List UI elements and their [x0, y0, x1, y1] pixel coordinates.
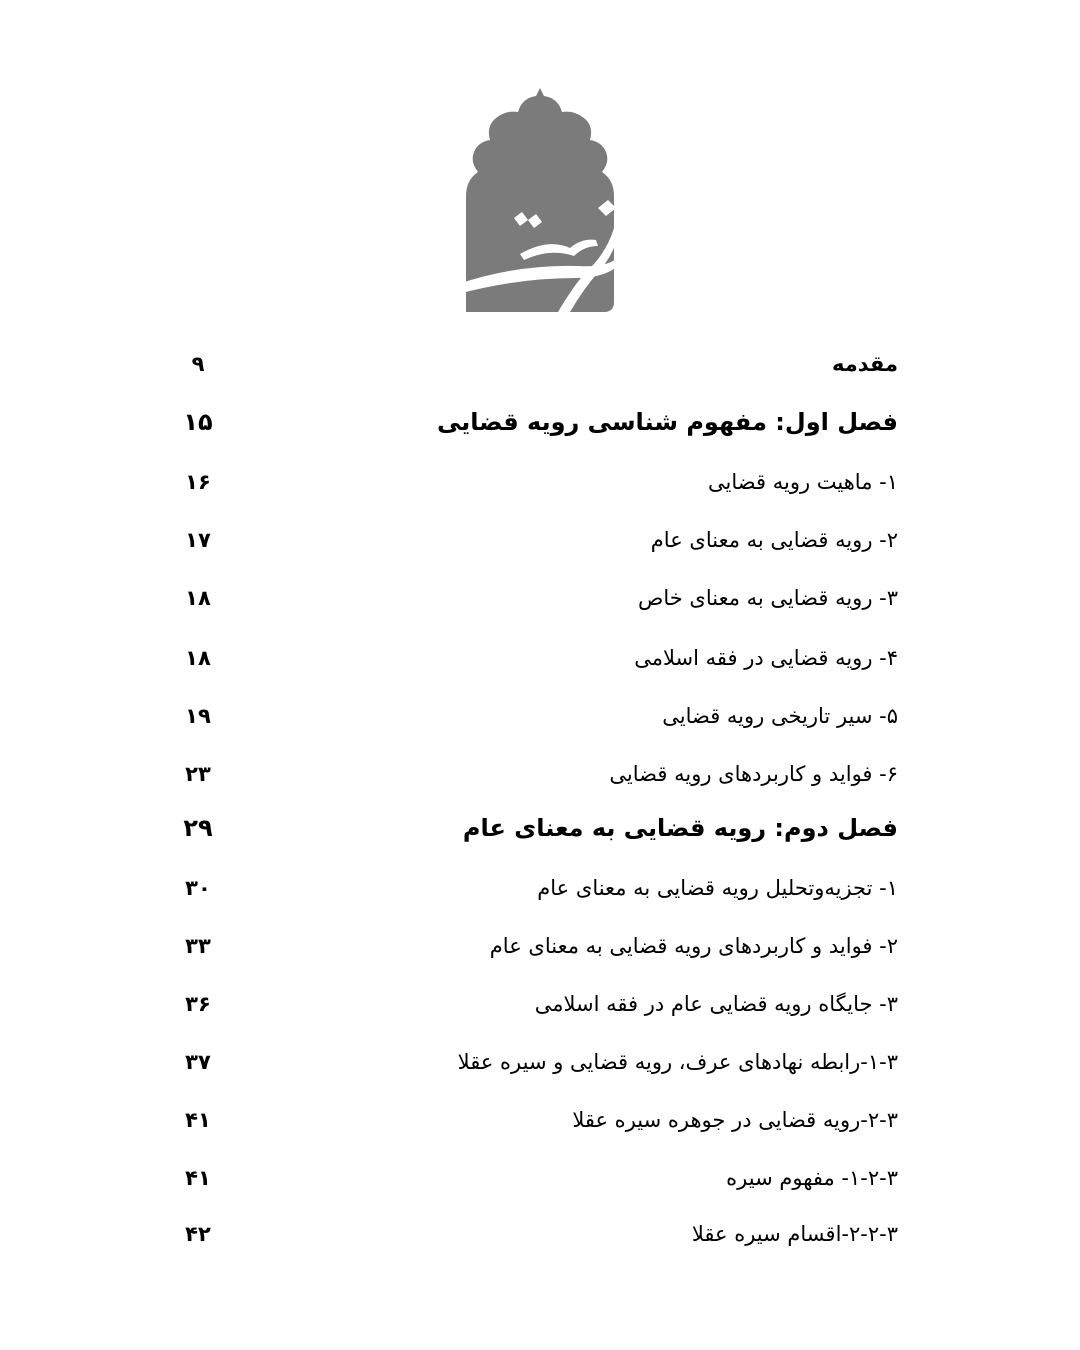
toc-entry-page-number: ۱۷: [185, 528, 211, 552]
toc-entry-page-number: ۳۳: [185, 934, 211, 958]
toc-entry-title: فصل اول: مفهوم شناسی رویه قضایی: [436, 408, 898, 436]
toc-entry-page-number: ۲۹: [183, 814, 213, 842]
toc-entry[interactable]: [0, 1042, 1080, 1082]
toc-entry-title: ۵- سیر تاریخی رویه قضایی: [662, 704, 898, 728]
toc-entry-title: ۲-۲-۳-اقسام سیره عقلا: [691, 1222, 898, 1246]
toc-entry-title: ۲- رویه قضایی به معنای عام: [650, 528, 898, 552]
toc-entry-title: ۶- فواید و کاربردهای رویه قضایی: [609, 762, 898, 786]
toc-entry-page-number: ۱۶: [185, 470, 211, 494]
toc-entry-introduction[interactable]: [0, 344, 1080, 384]
toc-entry-title: ۱-۳-رابطه نهادهای عرف، رویه قضایی و سیره عقلا: [457, 1050, 898, 1074]
toc-entry-title: ۱- ماهیت رویه قضایی: [708, 470, 898, 494]
toc-entry-page-number: ۴۱: [185, 1108, 211, 1132]
toc-entry[interactable]: [0, 926, 1080, 966]
toc-entry[interactable]: [0, 1214, 1080, 1254]
toc-entry[interactable]: [0, 1158, 1080, 1198]
toc-entry-title: ۳- رویه قضایی به معنای خاص: [637, 586, 898, 610]
toc-entry-page-number: ۱۹: [185, 704, 211, 728]
toc-entry[interactable]: [0, 1100, 1080, 1140]
toc-entry[interactable]: [0, 868, 1080, 908]
toc-entry-page-number: ۱۸: [185, 586, 211, 610]
toc-entry-page-number: ۱۸: [185, 646, 211, 670]
toc-entry-page-number: ۳۷: [185, 1050, 211, 1074]
toc-entry[interactable]: [0, 462, 1080, 502]
toc-entry-title: مقدمه: [832, 352, 898, 376]
toc-entry[interactable]: [0, 754, 1080, 794]
toc-entry-title: فصل دوم: رویه قضایی به معنای عام: [462, 814, 898, 842]
toc-entry-page-number: ۴۱: [185, 1166, 211, 1190]
toc-entry[interactable]: [0, 638, 1080, 678]
toc-entry-title: ۳- جایگاه رویه قضایی عام در فقه اسلامی: [534, 992, 898, 1016]
toc-entry-page-number: ۴۲: [185, 1222, 211, 1246]
toc-entry[interactable]: [0, 984, 1080, 1024]
toc-entry-page-number: ۱۵: [183, 408, 213, 436]
toc-entry-title: ۱- تجزیه‌وتحلیل رویه قضایی به معنای عام: [537, 876, 898, 900]
toc-entry-page-number: ۳۶: [185, 992, 211, 1016]
toc-entry[interactable]: [0, 696, 1080, 736]
toc-entry-title: ۱-۲-۳- مفهوم سیره: [726, 1166, 898, 1190]
toc-entry-page-number: ۹: [191, 352, 205, 376]
toc-entry[interactable]: [0, 520, 1080, 560]
toc-entry-chapter-1[interactable]: [0, 402, 1080, 442]
toc-entry-title: ۲-۳-رویه قضایی در جوهره سیره عقلا: [572, 1108, 898, 1132]
toc-entry-page-number: ۲۳: [185, 762, 211, 786]
toc-entry-title: ۴- رویه قضایی در فقه اسلامی: [634, 646, 898, 670]
toc-entry[interactable]: [0, 578, 1080, 618]
toc-entry-page-number: ۳۰: [185, 876, 211, 900]
toc-entry-title: ۲- فواید و کاربردهای رویه قضایی به معنای عام: [489, 934, 898, 958]
toc-entry-chapter-2[interactable]: [0, 808, 1080, 848]
